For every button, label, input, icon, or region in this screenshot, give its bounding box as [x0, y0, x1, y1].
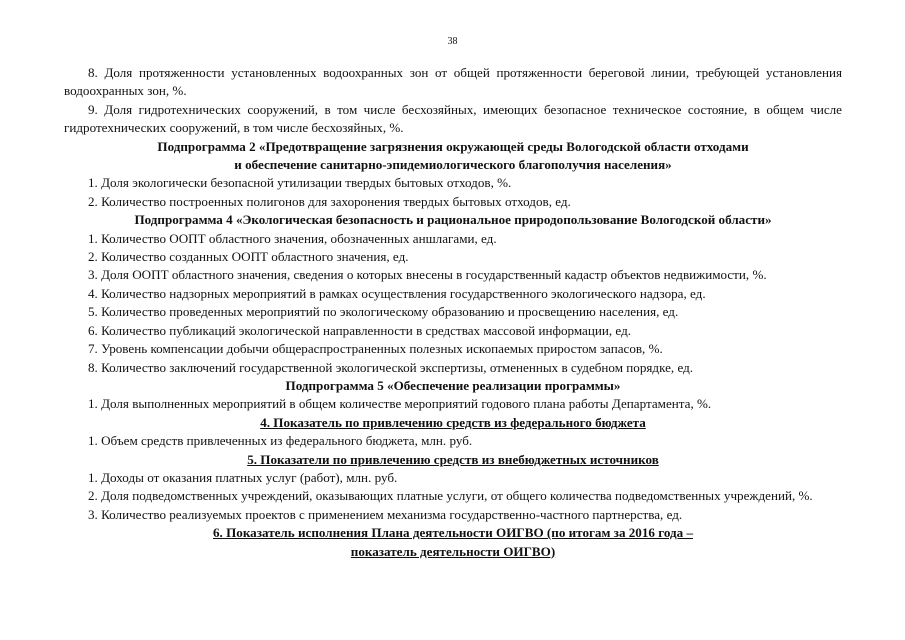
heading-text: Подпрограмма 5 «Обеспечение реализации программы» — [285, 377, 621, 393]
indicator-item: 9. Доля гидротехнических сооружений, в том числе бесхозяйных, имеющих безопасное техническое состояние, в общем числе гидротехнических сооружений, в том числе бесхозяйных, %. — [64, 101, 842, 136]
heading-line — [64, 543, 842, 561]
indicator-item: 5. Количество проведенных мероприятий по экологическому образованию и просвещению населения, ед. — [88, 304, 679, 320]
heading-text: 5. Показатели по привлечению средств из внебюджетных источников — [247, 451, 659, 467]
section-heading — [64, 414, 842, 432]
indicator-item: 3. Доля ООПТ областного значения, сведения о которых внесены в государственный кадастр объектов недвижимости, %. — [88, 267, 767, 283]
indicator-item: 2. Доля подведомственных учреждений, оказывающих платные услуги, от общего количества подведомственных учреждений, %. — [88, 488, 813, 504]
indicator-item: 3. Количество реализуемых проектов с применением механизма государственно-частного партнерства, ед. — [88, 506, 683, 522]
heading-line — [64, 138, 842, 156]
indicator-item: 2. Количество построенных полигонов для захоронения твердых бытовых отходов, ед. — [88, 193, 571, 209]
subprogram-heading — [64, 138, 842, 175]
indicator-item: 1. Количество ООПТ областного значения, обозначенных аншлагами, ед. — [88, 230, 497, 246]
indicator-item: 1. Доходы от оказания платных услуг (работ), млн. руб. — [88, 469, 398, 485]
heading-line — [64, 377, 842, 395]
indicator-item: 7. Уровень компенсации добычи общераспространенных полезных ископаемых приростом запасов, %. — [88, 341, 663, 357]
heading-text: и обеспечение санитарно-эпидемиологического благополучия населения» — [234, 157, 672, 173]
heading-line — [64, 211, 842, 229]
heading-line — [64, 414, 842, 432]
section-heading — [64, 451, 842, 469]
heading-line — [64, 156, 842, 174]
heading-text: показатель деятельности ОИГВО) — [350, 543, 556, 559]
heading-line — [64, 451, 842, 469]
indicator-item: 8. Доля протяженности установленных водоохранных зон от общей протяженности береговой линии, требующей установления водоохранных зон, %. — [64, 65, 842, 99]
indicator-item: 2. Количество созданных ООПТ областного значения, ед. — [88, 249, 409, 265]
indicator-item: 8. Количество заключений государственной экологической экспертизы, отмененных в судебном порядке, ед. — [88, 359, 694, 375]
indicator-item: 6. Количество публикаций экологической направленности в средствах массовой информации, ед. — [88, 322, 631, 338]
heading-text: Подпрограмма 2 «Предотвращение загрязнения окружающей среды Вологодской области отходами — [157, 138, 749, 154]
subprogram-heading — [64, 377, 842, 395]
page-number: 38 — [447, 36, 458, 47]
heading-text: Подпрограмма 4 «Экологическая безопасность и рациональное природопользование Вологодской области» — [134, 212, 772, 228]
document-body — [64, 64, 842, 561]
indicator-item: 1. Объем средств привлеченных из федерального бюджета, млн. руб. — [88, 433, 473, 449]
heading-text: 6. Показатель исполнения Плана деятельности ОИГВО (по итогам за 2016 года – — [213, 525, 693, 541]
heading-text: 4. Показатель по привлечению средств из федерального бюджета — [260, 414, 646, 430]
indicator-item: 4. Количество надзорных мероприятий в рамках осуществления государственного экологического надзора, ед. — [88, 285, 706, 301]
heading-line — [64, 524, 842, 542]
subprogram-heading — [64, 211, 842, 229]
indicator-item: 1. Доля экологически безопасной утилизации твердых бытовых отходов, %. — [88, 175, 512, 191]
section-heading — [64, 524, 842, 561]
indicator-item: 1. Доля выполненных мероприятий в общем количестве мероприятий годового плана работы Департамента, %. — [88, 396, 712, 412]
